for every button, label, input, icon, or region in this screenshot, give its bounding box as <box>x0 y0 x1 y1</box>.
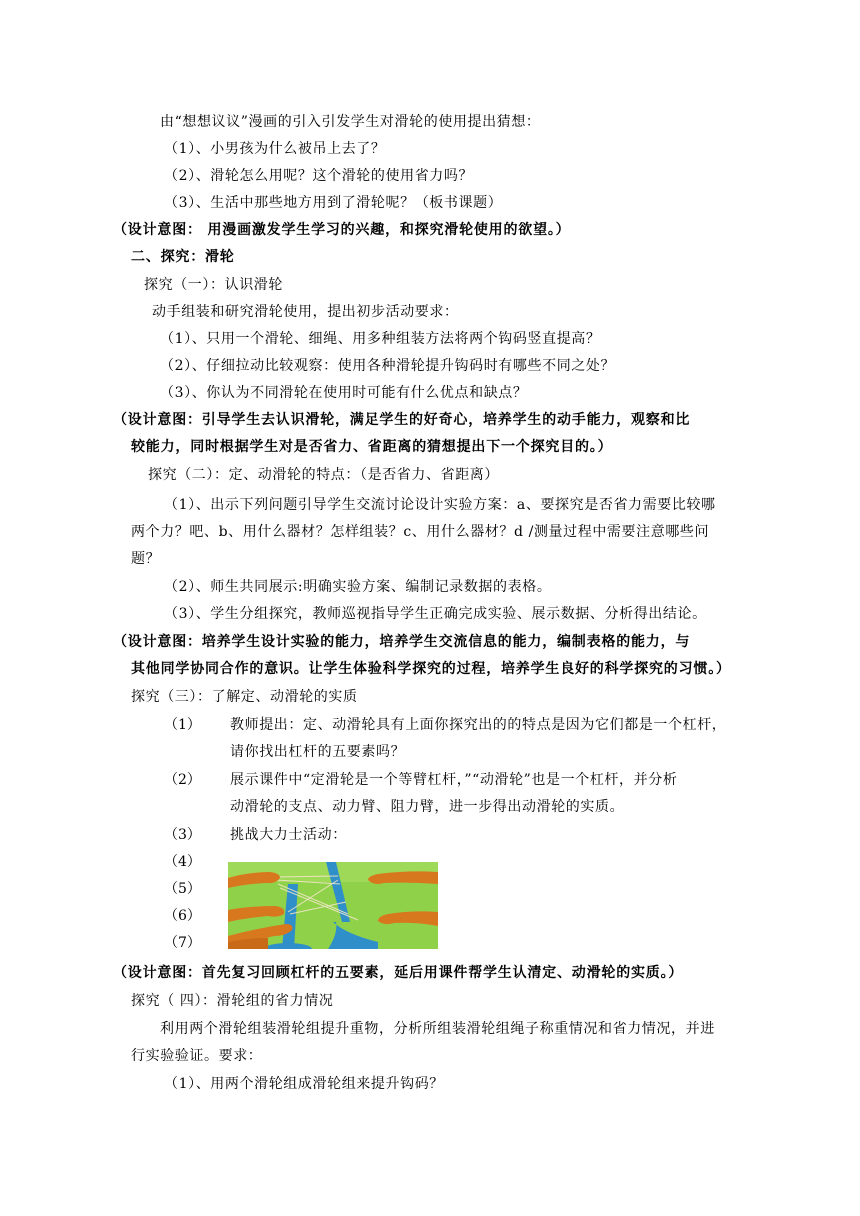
explore-3-title: 探究（三）：了解定、动滑轮的实质 <box>131 689 358 705</box>
item-number-2: （2） <box>164 772 201 788</box>
explore-4-para-line-2: 行实验验证。要求： <box>131 1048 263 1064</box>
design-note-3-line-2: 其他同学协同合作的意识。让学生体验科学探究的过程，培养学生良好的科学探究的习惯。） <box>131 661 731 677</box>
item-number-1: （1） <box>164 717 201 733</box>
explore-2-para-2: （2）、师生共同展示:明确实验方案、编制记录数据的表格。 <box>164 579 552 595</box>
intro-question-2: （2）、滑轮怎么用呢？这个滑轮的使用省力吗？ <box>164 168 474 184</box>
item-1-line-2: 请你找出杠杆的五要素吗？ <box>230 744 406 760</box>
explore-4-question-1: （1）、用两个滑轮组成滑轮组来提升钩码？ <box>164 1076 444 1092</box>
explore-1-question-3: （3）、你认为不同滑轮在使用时可能有什么优点和缺点？ <box>160 385 528 401</box>
design-note-3-line-1: （设计意图：培养学生设计实验的能力，培养学生交流信息的能力，编制表格的能力，与 <box>113 634 691 650</box>
item-number-4: （4） <box>164 854 201 870</box>
intro-text: 由“想想议议”漫画的引入引发学生对滑轮的使用提出猜想： <box>160 114 541 130</box>
explore-2-title: 探究（二）：定、动滑轮的特点：（是否省力、省距离） <box>148 467 499 483</box>
design-note-2-line-2: 较能力，同时根据学生对是否省力、省距离的猜想提出下一个探究目的。） <box>131 439 613 455</box>
design-note-2-line-1: （设计意图：引导学生去认识滑轮，满足学生的好奇心，培养学生的动手能力，观察和比 <box>113 412 691 428</box>
explore-2-para-3: （3）、学生分组探究，教师巡视指导学生正确完成实验、展示数据、分析得出结论。 <box>164 606 707 622</box>
item-3-text: 挑战大力士活动： <box>230 827 347 843</box>
item-2-line-2: 动滑轮的支点、动力臂、阻力臂，进一步得出动滑轮的实质。 <box>230 799 625 815</box>
intro-question-3: （3）、生活中那些地方用到了滑轮呢？（板书课题） <box>164 195 503 211</box>
item-number-6: （6） <box>164 908 201 924</box>
item-2-line-1: 展示课件中“定滑轮是一个等臂杠杆，”“动滑轮”也是一个杠杆，并分析 <box>230 772 678 788</box>
explore-1-intro: 动手组装和研究滑轮使用，提出初步活动要求： <box>152 304 459 320</box>
explore-2-para-1-line-2: 两个力？吧、b、用什么器材？怎样组装？c、用什么器材？d /测量过程中需要注意哪些问 <box>131 524 710 540</box>
explore-4-title: 探究（ 四）：滑轮组的省力情况 <box>131 993 334 1009</box>
item-number-5: （5） <box>164 881 201 897</box>
strongman-challenge-illustration <box>228 862 438 949</box>
explore-2-para-1-line-3: 题？ <box>131 551 161 567</box>
explore-1-question-1: （1）、只用一个滑轮、细绳、用多种组装方法将两个钩码竖直提高？ <box>160 331 601 347</box>
explore-4-para-line-1: 利用两个滑轮组装滑轮组提升重物，分析所组装滑轮组绳子称重情况和省力情况，并进 <box>160 1021 715 1037</box>
explore-1-question-2: （2）、仔细拉动比较观察：使用各种滑轮提升钩码时有哪些不同之处？ <box>160 358 616 374</box>
explore-1-title: 探究（一）：认识滑轮 <box>144 277 283 293</box>
design-note-4: （设计意图：首先复习回顾杠杆的五要素，延后用课件帮学生认清定、动滑轮的实质。） <box>113 965 684 981</box>
design-note-1: （设计意图： 用漫画激发学生学习的兴趣，和探究滑轮使用的欲望。） <box>113 222 571 238</box>
item-number-3: （3） <box>164 827 201 843</box>
intro-question-1: （1）、小男孩为什么被吊上去了？ <box>164 141 386 157</box>
item-1-line-1: 教师提出：定、动滑轮具有上面你探究出的的特点是因为它们都是一个杠杆， <box>230 717 727 733</box>
explore-2-para-1-line-1: （1）、出示下列问题引导学生交流讨论设计实验方案：a、要探究是否省力需要比较哪 <box>164 497 716 513</box>
item-number-7: （7） <box>164 935 201 951</box>
section-heading: 二、探究：滑轮 <box>131 249 235 265</box>
